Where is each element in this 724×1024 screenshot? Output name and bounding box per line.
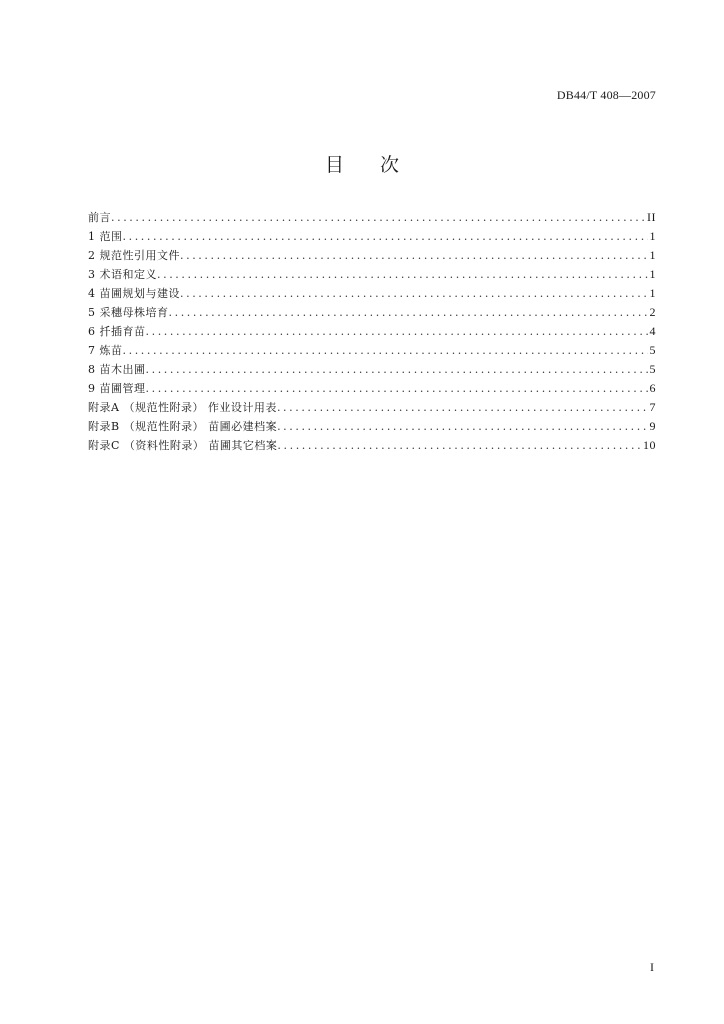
dot-leader — [169, 303, 648, 322]
dot-leader — [180, 246, 648, 265]
dot-leader — [146, 322, 648, 341]
toc-entry-label: 附录A （规范性附录） 作业设计用表 — [88, 401, 277, 414]
toc-entry-page: 6 — [649, 381, 656, 395]
toc-entry-page: 1 — [649, 267, 656, 281]
toc-title: 目次 — [324, 154, 435, 176]
toc-entry-nursery-management[interactable] — [88, 379, 656, 398]
toc-entry-label: 3 术语和定义 — [88, 268, 157, 281]
toc-entry-page: 7 — [649, 400, 656, 414]
toc-entry-label: 附录B （规范性附录） 苗圃必建档案 — [88, 420, 278, 433]
toc-entry-label: 附录C （资料性附录） 苗圃其它档案 — [88, 439, 278, 452]
document-code: DB44/T 408—2007 — [556, 88, 656, 102]
toc-entry-page: 2 — [649, 305, 656, 319]
toc-entry-label: 8 苗木出圃 — [88, 363, 146, 376]
toc-entry-page: 9 — [649, 419, 656, 433]
toc-entry-nursery-planning[interactable] — [88, 284, 656, 303]
toc-entry-appendix-b[interactable] — [88, 417, 656, 436]
dot-leader — [123, 227, 648, 246]
toc-entry-label: 4 苗圃规划与建设 — [88, 287, 180, 300]
toc-entry-normative-references[interactable] — [88, 246, 656, 265]
toc-entry-page: 1 — [649, 229, 656, 243]
toc-entry-seedling-dispatch[interactable] — [88, 360, 656, 379]
toc-entry-appendix-a[interactable] — [88, 398, 656, 417]
toc-entry-label: 9 苗圃管理 — [88, 382, 146, 395]
dot-leader — [123, 341, 648, 360]
dot-leader — [277, 398, 648, 417]
toc-entry-page: 1 — [649, 248, 656, 262]
toc-entry-cutting-propagation[interactable] — [88, 322, 656, 341]
toc-entry-mother-plant-cultivation[interactable] — [88, 303, 656, 322]
table-of-contents — [88, 208, 656, 455]
toc-entry-label: 7 炼苗 — [88, 344, 123, 357]
toc-entry-label: 2 规范性引用文件 — [88, 249, 180, 262]
toc-entry-appendix-c[interactable] — [88, 436, 656, 455]
dot-leader — [180, 284, 648, 303]
dot-leader — [157, 265, 648, 284]
toc-entry-page: 1 — [649, 286, 656, 300]
toc-entry-page: 5 — [649, 343, 656, 357]
dot-leader — [277, 417, 647, 436]
toc-entry-terms-definitions[interactable] — [88, 265, 656, 284]
dot-leader — [146, 379, 648, 398]
toc-entry-label: 6 扦插育苗 — [88, 325, 146, 338]
toc-entry-foreword[interactable] — [88, 208, 656, 227]
toc-entry-page: 4 — [649, 324, 656, 338]
toc-entry-scope[interactable] — [88, 227, 656, 246]
toc-entry-page: 10 — [643, 438, 656, 452]
toc-entry-label: 5 采穗母株培育 — [88, 306, 169, 319]
toc-entry-label: 1 范围 — [88, 230, 123, 243]
toc-entry-page: 5 — [649, 362, 656, 376]
toc-entry-hardening[interactable] — [88, 341, 656, 360]
toc-entry-label: 前言 — [88, 211, 111, 224]
dot-leader — [111, 208, 645, 227]
dot-leader — [146, 360, 648, 379]
toc-entry-page: II — [647, 210, 656, 224]
page-number: I — [650, 960, 654, 974]
dot-leader — [277, 436, 641, 455]
